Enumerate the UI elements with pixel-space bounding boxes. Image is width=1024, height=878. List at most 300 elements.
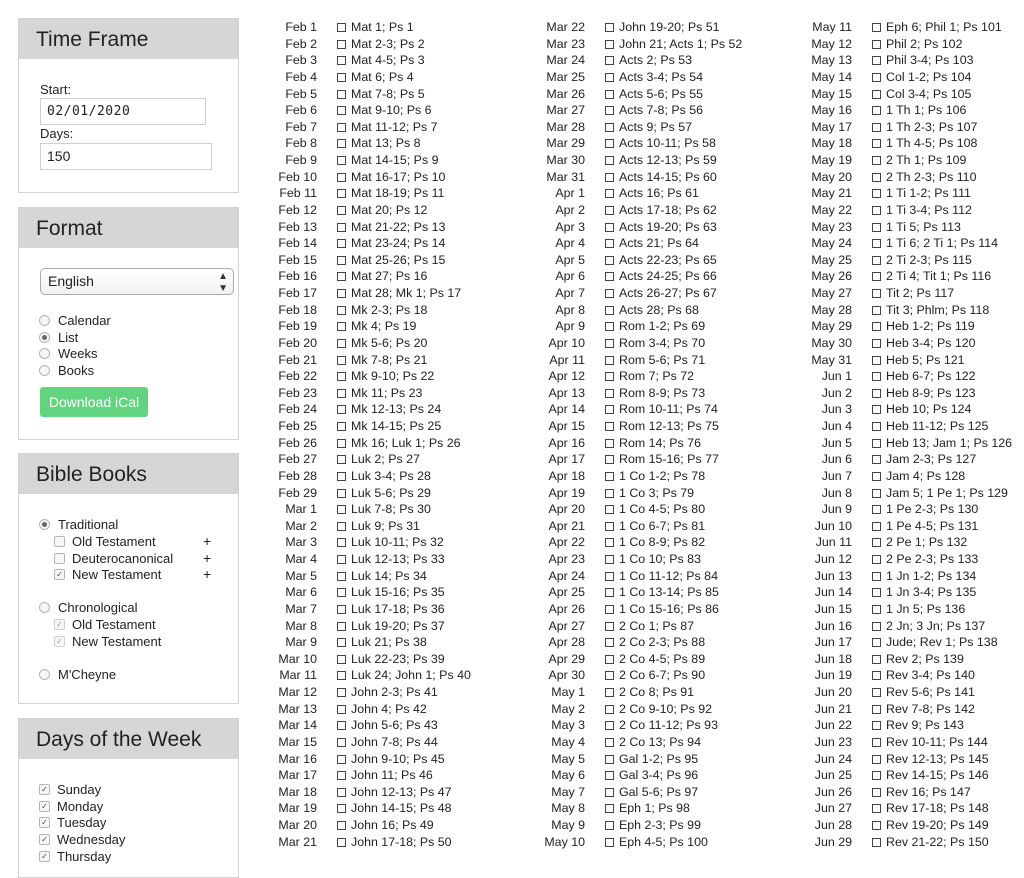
reading-checkbox[interactable] [337,422,346,431]
schedule-date: May 20 [811,169,852,184]
reading-checkbox[interactable] [872,189,881,198]
schedule-date: Jun 21 [814,701,852,716]
reading-checkbox[interactable] [872,306,881,315]
reading-checkbox[interactable] [605,156,614,165]
time-frame-panel [18,18,239,193]
reading-checkbox[interactable] [337,73,346,82]
schedule-row [797,734,1024,751]
schedule-reading: Mat 20; Ps 12 [351,202,428,217]
schedule-date: Jun 26 [814,784,852,799]
reading-checkbox[interactable] [605,372,614,381]
schedule-row [530,451,800,468]
time-frame-title: Time Frame [19,19,238,59]
reading-checkbox[interactable] [605,489,614,498]
schedule-reading: Rom 7; Ps 72 [619,369,695,384]
schedule-reading: John 17-18; Ps 50 [351,834,452,849]
schedule-reading: 2 Jn; 3 Jn; Ps 137 [886,618,986,633]
schedule-date: May 29 [811,319,852,334]
reading-checkbox[interactable] [337,572,346,581]
reading-checkbox[interactable] [337,289,346,298]
download-ical-button[interactable]: Download iCal [40,387,148,417]
radio-icon [39,602,50,613]
schedule-row [797,717,1024,734]
reading-checkbox[interactable] [872,489,881,498]
reading-checkbox[interactable] [872,838,881,847]
expand-new-testament-icon[interactable]: + [203,566,212,582]
reading-checkbox[interactable] [337,223,346,232]
reading-checkbox[interactable] [337,189,346,198]
reading-checkbox[interactable] [337,821,346,830]
schedule-reading: Luk 10-11; Ps 32 [351,535,444,550]
schedule-row [530,717,800,734]
reading-checkbox[interactable] [872,139,881,148]
schedule-date: Jun 25 [814,768,852,783]
schedule-reading: Mk 7-8; Ps 21 [351,352,428,367]
format-option-books[interactable] [39,362,94,379]
schedule-row [797,401,1024,418]
reading-checkbox[interactable] [872,439,881,448]
reading-checkbox[interactable] [337,671,346,680]
reading-checkbox[interactable] [337,40,346,49]
reading-checkbox[interactable] [605,572,614,581]
reading-checkbox[interactable] [337,538,346,547]
schedule-reading: 1 Th 2-3; Ps 107 [886,119,978,134]
reading-checkbox[interactable] [605,206,614,215]
reading-checkbox[interactable] [872,289,881,298]
reading-checkbox[interactable] [337,339,346,348]
schedule-reading: Rev 3-4; Ps 140 [886,668,975,683]
reading-checkbox[interactable] [605,389,614,398]
schedule-date: Apr 27 [548,618,585,633]
reading-checkbox[interactable] [605,622,614,631]
bible-books-title: Bible Books [19,454,238,494]
reading-checkbox[interactable] [605,339,614,348]
reading-checkbox[interactable] [337,23,346,32]
schedule-reading: Acts 10-11; Ps 58 [619,136,716,151]
schedule-row [797,751,1024,768]
reading-checkbox[interactable] [605,522,614,531]
reading-checkbox[interactable] [337,123,346,132]
radio-icon [39,348,50,359]
format-option-label: List [58,330,79,345]
reading-checkbox[interactable] [605,139,614,148]
start-date-input[interactable]: 02/01/2020 [40,98,206,125]
reading-checkbox[interactable] [872,206,881,215]
schedule-row [530,102,800,119]
schedule-date: Feb 2 [285,36,317,51]
reading-checkbox[interactable] [337,555,346,564]
reading-checkbox[interactable] [337,322,346,331]
reading-checkbox[interactable] [872,688,881,697]
schedule-reading: Acts 14-15; Ps 60 [619,169,717,184]
schedule-date: Jun 14 [814,585,852,600]
reading-checkbox[interactable] [872,40,881,49]
schedule-date: May 4 [551,734,585,749]
reading-checkbox[interactable] [605,655,614,664]
reading-checkbox[interactable] [337,439,346,448]
reading-checkbox[interactable] [605,755,614,764]
reading-checkbox[interactable] [872,705,881,714]
reading-checkbox[interactable] [337,56,346,65]
reading-checkbox[interactable] [337,522,346,531]
schedule-row [797,235,1024,252]
reading-checkbox[interactable] [337,472,346,481]
reading-checkbox[interactable] [872,505,881,514]
chronological-option[interactable] [39,599,138,616]
schedule-date: May 28 [811,302,852,317]
schedule-row [262,318,532,335]
schedule-date: May 8 [551,801,585,816]
schedule-date: Jun 22 [814,718,852,733]
schedule-row [530,634,800,651]
reading-checkbox[interactable] [337,804,346,813]
reading-checkbox[interactable] [872,588,881,597]
schedule-row [797,784,1024,801]
reading-checkbox[interactable] [337,655,346,664]
reading-checkbox[interactable] [337,356,346,365]
checkbox-label: New Testament [72,634,162,649]
reading-checkbox[interactable] [605,505,614,514]
reading-checkbox[interactable] [872,272,881,281]
schedule-row [530,800,800,817]
reading-checkbox[interactable] [872,123,881,132]
reading-checkbox[interactable] [872,173,881,182]
schedule-row [530,584,800,601]
expand-deuterocanonical-icon[interactable]: + [203,550,212,566]
schedule-reading: Heb 5; Ps 121 [886,352,965,367]
reading-checkbox[interactable] [605,688,614,697]
schedule-date: Mar 8 [285,618,317,633]
schedule-reading: Mat 1; Ps 1 [351,20,414,34]
reading-checkbox[interactable] [605,239,614,248]
schedule-row [262,19,532,36]
schedule-reading: 2 Co 4-5; Ps 89 [619,651,706,666]
day-wednesday[interactable] [39,831,125,848]
reading-checkbox[interactable] [605,23,614,32]
reading-checkbox[interactable] [337,156,346,165]
reading-checkbox[interactable] [337,173,346,182]
reading-checkbox[interactable] [872,755,881,764]
days-of-week-panel [18,718,239,878]
reading-checkbox[interactable] [872,339,881,348]
reading-checkbox[interactable] [605,405,614,414]
schedule-reading: Acts 2; Ps 53 [619,53,693,68]
schedule-row [530,767,800,784]
reading-checkbox[interactable] [872,721,881,730]
reading-checkbox[interactable] [872,555,881,564]
schedule-reading: Mat 16-17; Ps 10 [351,169,446,184]
reading-checkbox[interactable] [337,771,346,780]
checkbox-checked-disabled-icon: ✓ [54,636,65,647]
schedule-row [262,268,532,285]
schedule-row [797,385,1024,402]
traditional-new-testament[interactable] [54,566,161,583]
reading-checkbox[interactable] [605,838,614,847]
schedule-row [262,800,532,817]
reading-checkbox[interactable] [872,605,881,614]
reading-checkbox[interactable] [872,239,881,248]
reading-checkbox[interactable] [337,90,346,99]
language-select[interactable] [40,268,234,295]
schedule-date: Jun 27 [814,801,852,816]
schedule-row [797,551,1024,568]
schedule-row [797,435,1024,452]
reading-checkbox[interactable] [605,788,614,797]
schedule-reading: Acts 26-27; Ps 67 [619,286,717,300]
reading-checkbox[interactable] [337,239,346,248]
schedule-row [797,817,1024,834]
checkbox-checked-icon: ✓ [39,784,50,795]
day-thursday[interactable] [39,848,111,865]
schedule-date: Jun 29 [814,834,852,849]
reading-checkbox[interactable] [605,555,614,564]
schedule-date: Apr 29 [548,651,585,666]
reading-checkbox[interactable] [872,73,881,82]
reading-checkbox[interactable] [337,638,346,647]
reading-checkbox[interactable] [605,804,614,813]
schedule-reading: Gal 1-2; Ps 95 [619,751,699,766]
reading-checkbox[interactable] [605,472,614,481]
schedule-column-2 [530,19,800,850]
schedule-reading: 2 Co 8; Ps 91 [619,685,695,699]
schedule-row [797,318,1024,335]
schedule-reading: Acts 9; Ps 57 [619,119,693,134]
reading-checkbox[interactable] [605,40,614,49]
schedule-date: Apr 8 [555,302,585,317]
reading-checkbox[interactable] [872,821,881,830]
reading-checkbox[interactable] [605,106,614,115]
reading-checkbox[interactable] [337,206,346,215]
reading-checkbox[interactable] [337,505,346,514]
reading-checkbox[interactable] [605,272,614,281]
schedule-date: Jun 16 [814,618,852,633]
schedule-date: Feb 29 [278,485,317,500]
schedule-row [262,52,532,69]
reading-checkbox[interactable] [605,771,614,780]
schedule-reading: Eph 6; Phil 1; Ps 101 [886,20,1002,34]
schedule-reading: John 16; Ps 49 [351,818,434,832]
schedule-date: Mar 25 [546,69,585,84]
reading-checkbox[interactable] [872,638,881,647]
reading-checkbox[interactable] [872,356,881,365]
day-monday[interactable] [39,798,103,815]
schedule-reading: 1 Pe 4-5; Ps 131 [886,518,979,533]
schedule-row [797,651,1024,668]
mcheyne-option[interactable] [39,666,116,683]
traditional-old-testament[interactable] [54,533,156,550]
reading-checkbox[interactable] [605,73,614,82]
schedule-row [262,701,532,718]
schedule-reading: Acts 22-23; Ps 65 [619,252,717,267]
format-option-weeks[interactable] [39,345,98,362]
reading-checkbox[interactable] [605,123,614,132]
schedule-reading: Mat 2-3; Ps 2 [351,36,425,51]
reading-checkbox[interactable] [872,90,881,99]
select-arrows-icon: ▲ ▼ [218,271,228,294]
reading-checkbox[interactable] [872,788,881,797]
reading-checkbox[interactable] [337,306,346,315]
day-tuesday[interactable] [39,814,106,831]
reading-checkbox[interactable] [872,804,881,813]
schedule-row [262,751,532,768]
reading-checkbox[interactable] [337,588,346,597]
schedule-date: Apr 28 [548,635,585,650]
schedule-date: Apr 11 [549,352,585,367]
reading-checkbox[interactable] [605,588,614,597]
reading-checkbox[interactable] [872,572,881,581]
reading-checkbox[interactable] [605,90,614,99]
schedule-reading: Jam 5; 1 Pe 1; Ps 129 [886,485,1008,500]
reading-checkbox[interactable] [605,738,614,747]
reading-checkbox[interactable] [605,605,614,614]
schedule-date: Jun 3 [821,402,852,417]
reading-checkbox[interactable] [337,688,346,697]
reading-checkbox[interactable] [605,538,614,547]
reading-checkbox[interactable] [337,139,346,148]
reading-checkbox[interactable] [872,372,881,381]
schedule-reading: 1 Th 4-5; Ps 108 [886,136,978,151]
schedule-date: Feb 18 [278,302,317,317]
reading-checkbox[interactable] [605,671,614,680]
format-title: Format [19,208,238,248]
schedule-reading: Luk 14; Ps 34 [351,568,427,583]
schedule-row [530,52,800,69]
reading-checkbox[interactable] [872,405,881,414]
reading-checkbox[interactable] [872,23,881,32]
reading-checkbox[interactable] [605,289,614,298]
expand-old-testament-icon[interactable]: + [203,533,212,549]
reading-checkbox[interactable] [605,821,614,830]
format-option-calendar[interactable] [39,312,111,329]
reading-checkbox[interactable] [337,838,346,847]
schedule-date: Mar 2 [285,518,317,533]
schedule-date: Feb 9 [285,153,317,167]
reading-checkbox[interactable] [337,106,346,115]
schedule-reading: Luk 19-20; Ps 37 [351,618,445,633]
reading-checkbox[interactable] [605,705,614,714]
reading-checkbox[interactable] [337,372,346,381]
schedule-row [530,418,800,435]
schedule-row [797,152,1024,169]
reading-checkbox[interactable] [337,272,346,281]
reading-checkbox[interactable] [872,156,881,165]
reading-checkbox[interactable] [605,638,614,647]
schedule-row [797,834,1024,851]
schedule-reading: 2 Co 11-12; Ps 93 [619,718,718,733]
schedule-row [530,36,800,53]
reading-checkbox[interactable] [337,405,346,414]
reading-checkbox[interactable] [872,106,881,115]
reading-checkbox[interactable] [605,455,614,464]
schedule-date: Apr 24 [548,568,585,583]
reading-checkbox[interactable] [872,538,881,547]
schedule-reading: Eph 1; Ps 98 [619,801,690,816]
schedule-row [530,152,800,169]
day-sunday[interactable] [39,781,101,798]
reading-checkbox[interactable] [872,322,881,331]
reading-checkbox[interactable] [337,721,346,730]
reading-checkbox[interactable] [872,738,881,747]
reading-checkbox[interactable] [872,455,881,464]
schedule-row [797,119,1024,136]
schedule-reading: Rev 17-18; Ps 148 [886,801,989,816]
schedule-date: Apr 6 [555,269,585,284]
format-option-label: Calendar [58,313,111,328]
reading-checkbox[interactable] [872,622,881,631]
schedule-reading: Acts 12-13; Ps 59 [619,153,717,167]
schedule-date: Apr 5 [555,252,585,267]
traditional-option[interactable] [39,516,118,533]
format-option-label: Books [58,363,95,378]
reading-checkbox[interactable] [872,389,881,398]
reading-checkbox[interactable] [872,522,881,531]
schedule-reading: Mk 9-10; Ps 22 [351,369,435,384]
schedule-reading: Mat 4-5; Ps 3 [351,53,425,68]
reading-checkbox[interactable] [605,256,614,265]
reading-checkbox[interactable] [872,223,881,232]
schedule-row [530,385,800,402]
reading-checkbox[interactable] [605,56,614,65]
reading-checkbox[interactable] [337,605,346,614]
schedule-row [530,551,800,568]
reading-checkbox[interactable] [337,705,346,714]
reading-checkbox[interactable] [337,788,346,797]
reading-checkbox[interactable] [872,56,881,65]
reading-checkbox[interactable] [337,389,346,398]
reading-checkbox[interactable] [337,455,346,464]
reading-checkbox[interactable] [605,422,614,431]
reading-checkbox[interactable] [872,422,881,431]
schedule-date: Mar 5 [285,568,317,583]
schedule-row [797,518,1024,535]
traditional-deuterocanonical[interactable] [54,550,173,567]
reading-checkbox[interactable] [605,173,614,182]
reading-checkbox[interactable] [605,322,614,331]
reading-checkbox[interactable] [605,439,614,448]
schedule-reading: Mk 4; Ps 19 [351,319,417,334]
schedule-reading: John 9-10; Ps 45 [351,751,445,766]
reading-checkbox[interactable] [605,189,614,198]
schedule-date: Feb 25 [278,419,317,433]
schedule-date: Apr 9 [555,319,585,334]
reading-checkbox[interactable] [872,655,881,664]
reading-checkbox[interactable] [872,472,881,481]
reading-checkbox[interactable] [605,306,614,315]
reading-checkbox[interactable] [605,223,614,232]
schedule-row [530,335,800,352]
format-option-list[interactable] [39,329,78,346]
reading-checkbox[interactable] [337,489,346,498]
reading-checkbox[interactable] [872,256,881,265]
schedule-reading: Acts 28; Ps 68 [619,302,699,317]
schedule-reading: Rom 5-6; Ps 71 [619,352,706,367]
reading-checkbox[interactable] [872,671,881,680]
language-value: English [48,273,94,289]
reading-checkbox[interactable] [872,771,881,780]
reading-checkbox[interactable] [337,755,346,764]
reading-checkbox[interactable] [337,738,346,747]
reading-checkbox[interactable] [605,721,614,730]
reading-checkbox[interactable] [605,356,614,365]
schedule-reading: 1 Ti 5; Ps 113 [886,219,961,234]
days-input[interactable]: 150 [40,143,212,170]
schedule-date: Mar 23 [546,36,585,51]
schedule-row [797,800,1024,817]
schedule-row [530,202,800,219]
schedule-reading: Col 1-2; Ps 104 [886,69,972,84]
reading-checkbox[interactable] [337,622,346,631]
reading-checkbox[interactable] [337,256,346,265]
